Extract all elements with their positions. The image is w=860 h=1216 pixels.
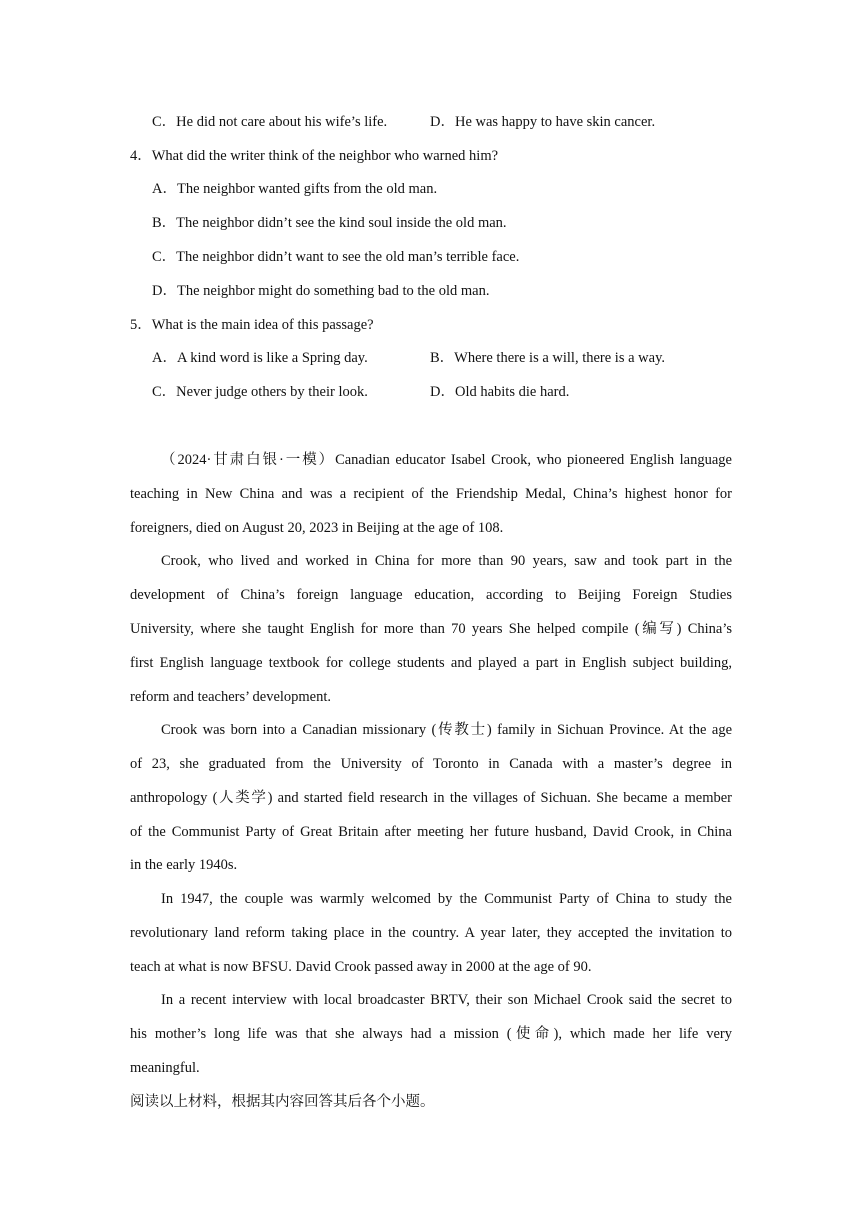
passage-p2-line-2: development of China’s foreign language education, according to Beijing Foreign Studies <box>130 587 732 603</box>
passage-p4-line-3: teach at what is now BFSU. David Crook passed away in 2000 at the age of 90. <box>130 959 592 975</box>
q4-option-a: A．The neighbor wanted gifts from the old man. <box>152 181 438 197</box>
passage-p5-line-3: meaningful. <box>130 1060 200 1076</box>
passage-p3-line-1: Crook was born into a Canadian missionary (传教士) family in Sichuan Province. At the age <box>161 722 732 738</box>
passage-p2-line-5: reform and teachers’ development. <box>130 689 332 705</box>
passage-p3-line-4: of the Communist Party of Great Britain after meeting her future husband, David Crook, in China <box>130 824 732 840</box>
q4-option-c: C．The neighbor didn’t want to see the old man’s terrible face. <box>152 249 520 265</box>
q5-option-b: B．Where there is a will, there is a way. <box>430 350 666 366</box>
q5-option-d: D．Old habits die hard. <box>430 384 570 400</box>
q3-option-c: C．He did not care about his wife’s life. <box>152 114 388 130</box>
passage-p4-line-2: revolutionary land reform taking place in the country. A year later, they accepted the invitation to <box>130 925 732 941</box>
passage-p5-line-1: In a recent interview with local broadcaster BRTV, their son Michael Crook said the secret to <box>161 992 732 1008</box>
passage-p1-line-2: teaching in New China and was a recipient of the Friendship Medal, China’s highest honor for <box>130 486 732 502</box>
passage-p2-line-4: first English language textbook for college students and played a part in English subject building, <box>130 655 732 671</box>
passage-p2-line-1: Crook, who lived and worked in China for more than 90 years, saw and took part in the <box>161 553 732 569</box>
q4-option-b: B．The neighbor didn’t see the kind soul inside the old man. <box>152 215 507 231</box>
q4-stem: 4．What did the writer think of the neighbor who warned him? <box>130 148 499 164</box>
reading-instruction: 阅读以上材料，根据其内容回答其后各个小题。 <box>130 1094 435 1110</box>
q5-option-c: C．Never judge others by their look. <box>152 384 368 400</box>
passage-p1-line-1: （2024·甘肃白银·一模）Canadian educator Isabel Crook, who pioneered English language <box>161 452 732 468</box>
q5-stem: 5．What is the main idea of this passage? <box>130 317 374 333</box>
q5-option-a: A．A kind word is like a Spring day. <box>152 350 368 366</box>
passage-p4-line-1: In 1947, the couple was warmly welcomed by the Communist Party of China to study the <box>161 891 732 907</box>
passage-p3-line-5: in the early 1940s. <box>130 857 238 873</box>
passage-p5-line-2: his mother’s long life was that she always had a mission (使命), which made her life very <box>130 1026 732 1042</box>
q3-option-d: D．He was happy to have skin cancer. <box>430 114 656 130</box>
passage-p1-line-3: foreigners, died on August 20, 2023 in Beijing at the age of 108. <box>130 520 504 536</box>
passage-p3-line-3: anthropology (人类学) and started field research in the villages of Sichuan. She became a member <box>130 790 732 806</box>
passage-p2-line-3: University, where she taught English for more than 70 years She helped compile (编写) China’s <box>130 621 732 637</box>
passage-p3-line-2: of 23, she graduated from the University of Toronto in Canada with a master’s degree in <box>130 756 732 772</box>
q4-option-d: D．The neighbor might do something bad to the old man. <box>152 283 490 299</box>
